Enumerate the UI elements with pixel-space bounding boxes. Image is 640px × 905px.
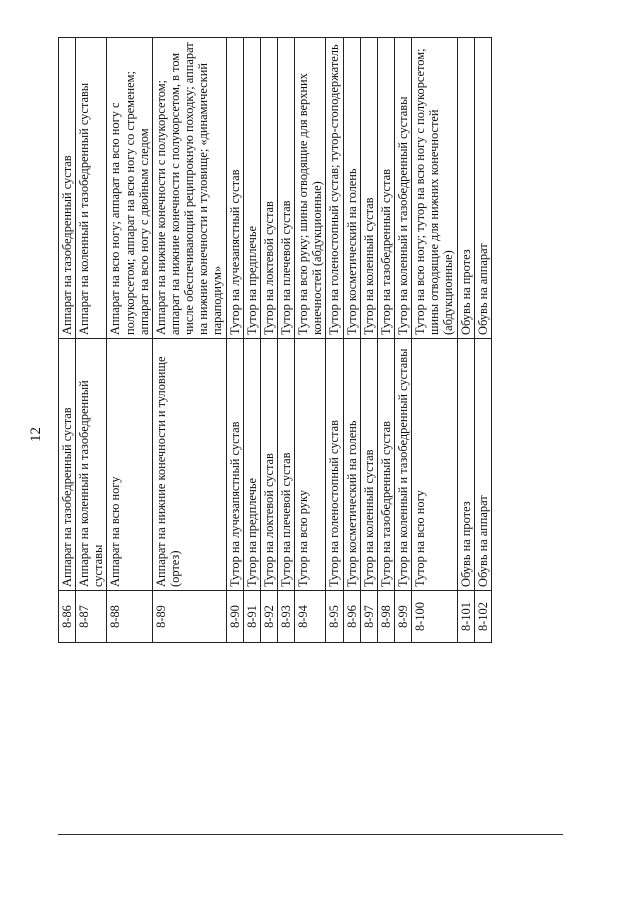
- table-row: [59, 38, 76, 643]
- row-types: Тутор на всю руку; шины отводящие для верхних конечностей (абдукционные): [295, 38, 326, 339]
- row-types: Тутор на предплечье: [243, 38, 260, 339]
- row-types: Аппарат на коленный и тазобедренный суставы: [76, 38, 107, 339]
- row-code: 8-87: [76, 591, 107, 643]
- row-code: 8-89: [152, 591, 226, 643]
- row-code: 8-102: [474, 591, 491, 643]
- table-row: [260, 38, 277, 643]
- row-name: Тутор на предплечье: [243, 339, 260, 591]
- row-types: Тутор на коленный и тазобедренный суставы: [394, 38, 411, 339]
- table-body: [59, 38, 492, 643]
- row-name: Тутор на плечевой сустав: [277, 339, 294, 591]
- row-name: Обувь на аппарат: [474, 339, 491, 591]
- table-row: [277, 38, 294, 643]
- table-row: [152, 38, 226, 643]
- row-code: 8-100: [412, 591, 457, 643]
- row-name: Тутор на тазобедренный сустав: [377, 339, 394, 591]
- row-name: Тутор на всю ногу: [412, 339, 457, 591]
- page-number: 12: [28, 427, 44, 442]
- row-types: Тутор на плечевой сустав: [277, 38, 294, 339]
- table-row: [243, 38, 260, 643]
- row-types: Аппарат на тазобедренный сустав: [59, 38, 76, 339]
- row-name: Тутор на коленный и тазобедренный суставы: [394, 339, 411, 591]
- row-types: Тутор на лучезапястный сустав: [226, 38, 243, 339]
- table-row: [295, 38, 326, 643]
- row-types: Тутор на локтевой сустав: [260, 38, 277, 339]
- row-types: Тутор на тазобедренный сустав: [377, 38, 394, 339]
- row-code: 8-88: [107, 591, 152, 643]
- row-code: 8-93: [277, 591, 294, 643]
- table-row: [326, 38, 343, 643]
- row-types: Обувь на аппарат: [474, 38, 491, 339]
- row-types: Аппарат на всю ногу; аппарат на всю ногу с полукорсетом; аппарат на всю ногу со стременем; аппарат на всю ногу с двойным следом: [107, 38, 152, 339]
- table-row: [226, 38, 243, 643]
- row-name: Тутор на локтевой сустав: [260, 339, 277, 591]
- table-row: [76, 38, 107, 643]
- row-code: 8-94: [295, 591, 326, 643]
- row-name: Тутор на коленный сустав: [360, 339, 377, 591]
- table-row: [394, 38, 411, 643]
- row-code: 8-95: [326, 591, 343, 643]
- table-row: [360, 38, 377, 643]
- row-code: 8-86: [59, 591, 76, 643]
- row-types: Тутор на голеностопный сустав; тутор-стоподержатель: [326, 38, 343, 339]
- row-name: Тутор на всю руку: [295, 339, 326, 591]
- row-name: Тутор на лучезапястный сустав: [226, 339, 243, 591]
- table-row: [107, 38, 152, 643]
- row-types: Тутор на коленный сустав: [360, 38, 377, 339]
- row-name: Аппарат на коленный и тазобедренный суставы: [76, 339, 107, 591]
- row-name: Тутор на голеностопный сустав: [326, 339, 343, 591]
- document-table-container: [58, 38, 563, 643]
- row-code: 8-91: [243, 591, 260, 643]
- row-name: Тутор косметический на голень: [343, 339, 360, 591]
- row-code: 8-98: [377, 591, 394, 643]
- bottom-rule: [58, 834, 563, 835]
- row-name: Аппарат на тазобедренный сустав: [59, 339, 76, 591]
- table-row: [412, 38, 457, 643]
- row-code: 8-99: [394, 591, 411, 643]
- table-row: [343, 38, 360, 643]
- row-code: 8-92: [260, 591, 277, 643]
- devices-table: [58, 37, 492, 643]
- table-row: [457, 38, 474, 643]
- row-code: 8-96: [343, 591, 360, 643]
- table-row: [377, 38, 394, 643]
- row-types: Аппарат на нижние конечности с полукорсетом; аппарат на нижние конечности с полукорсетом, в том числе обеспечивающий реципрокную походку; аппарат на нижние конечности и туловище; «динамический параподиум»: [152, 38, 226, 339]
- row-types: Обувь на протез: [457, 38, 474, 339]
- row-code: 8-97: [360, 591, 377, 643]
- row-name: Аппарат на нижние конечности и туловище (ортез): [152, 339, 226, 591]
- row-types: Тутор на всю ногу; тутор на всю ногу с полукорсетом; шины отводящие для нижних конечностей (абдукционные): [412, 38, 457, 339]
- row-code: 8-101: [457, 591, 474, 643]
- rotated-table-frame: [58, 38, 563, 643]
- row-name: Обувь на протез: [457, 339, 474, 591]
- table-row: [474, 38, 491, 643]
- row-name: Аппарат на всю ногу: [107, 339, 152, 591]
- row-code: 8-90: [226, 591, 243, 643]
- row-types: Тутор косметический на голень: [343, 38, 360, 339]
